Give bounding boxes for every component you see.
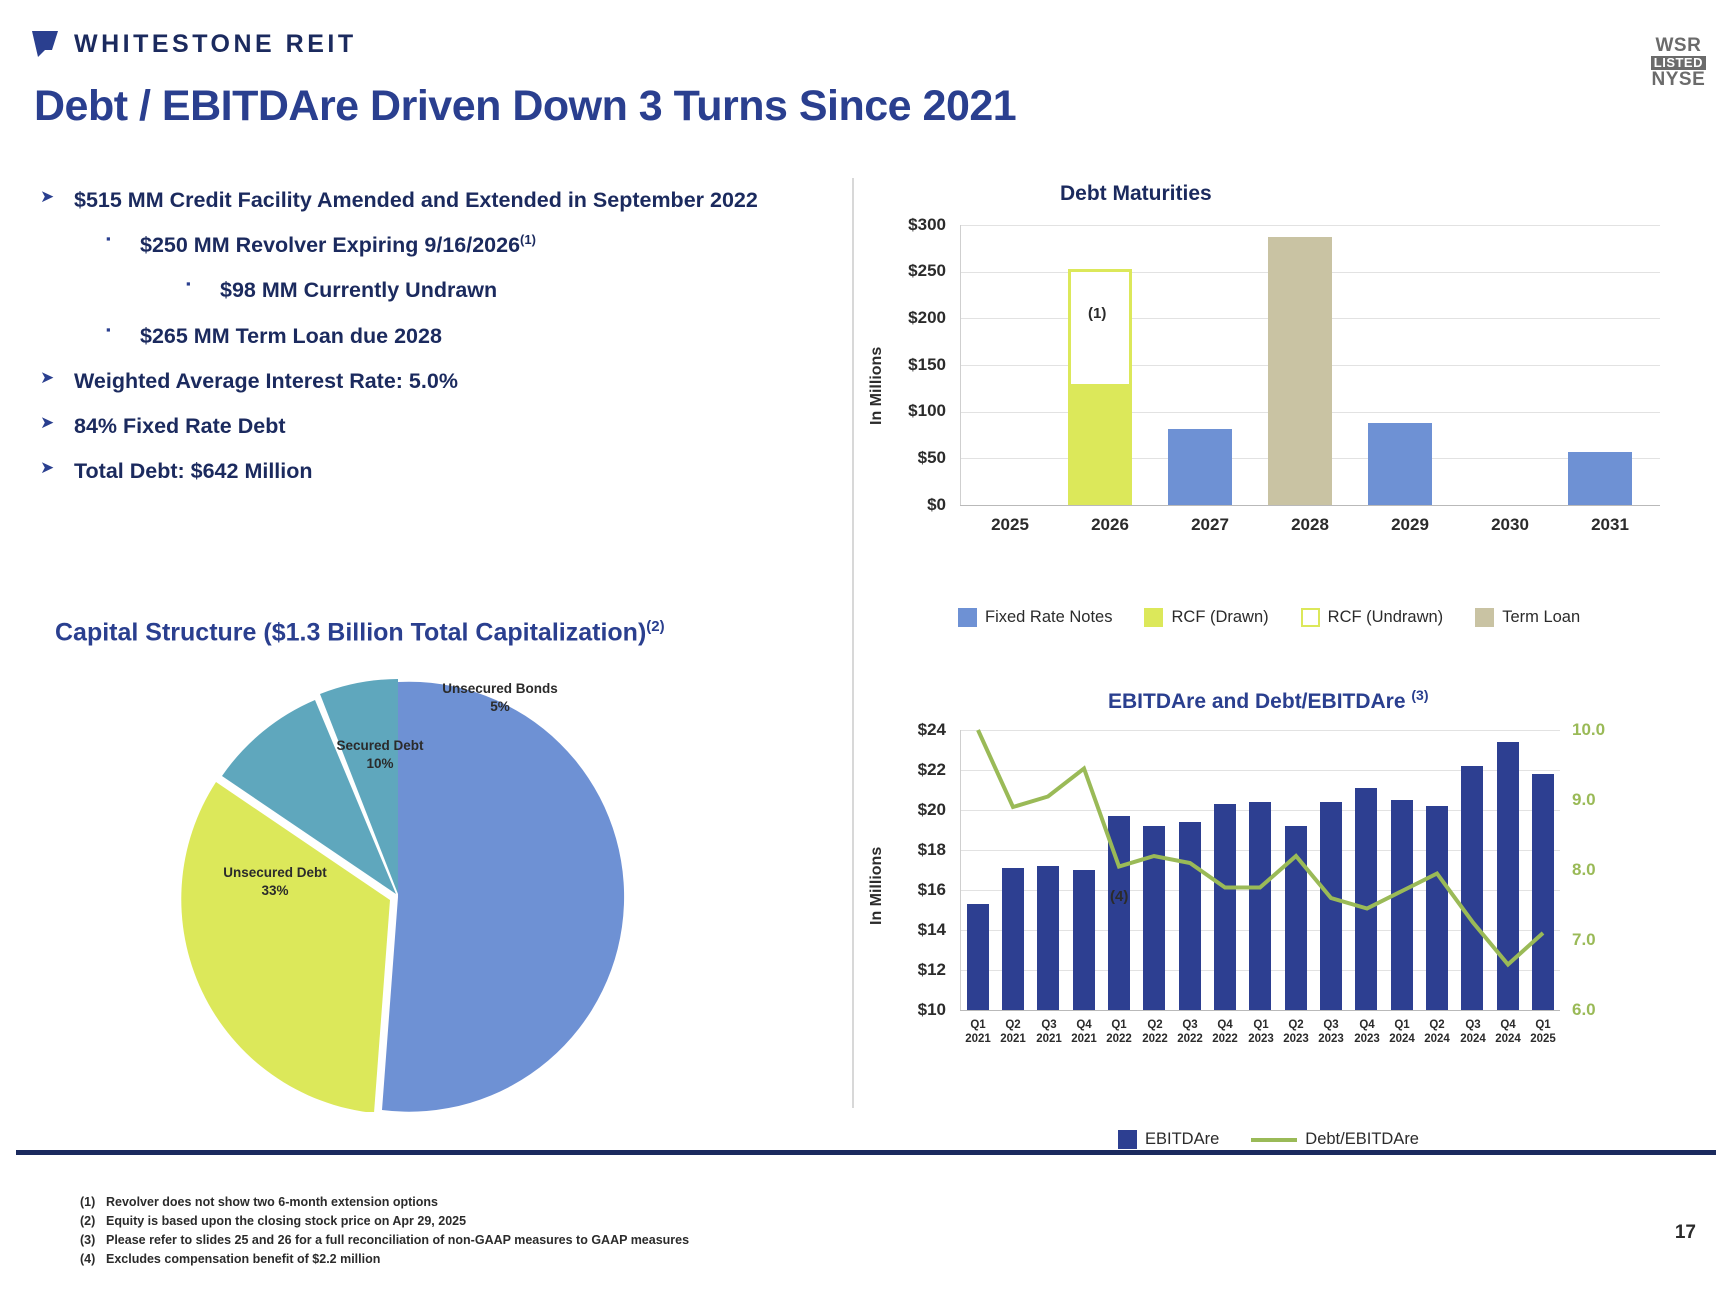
capital-structure-pie-chart	[150, 672, 666, 1112]
bullet-footnote-ref: (1)	[520, 232, 536, 248]
legend-item[interactable]	[958, 608, 1112, 627]
footnote-text: Excludes compensation benefit of $2.2 million	[106, 1252, 381, 1266]
pie-label-unsecured-bonds: Unsecured Bonds 5%	[442, 681, 558, 714]
bar-fixed-rate-2029	[1368, 423, 1432, 505]
y-tick: $18	[917, 840, 946, 859]
x-axis-line	[960, 505, 1660, 506]
legend-swatch-fixed-rate-notes	[958, 608, 977, 627]
bar-fixed-rate-2027	[1168, 429, 1232, 505]
x-tick: Q1 2023	[1248, 1019, 1274, 1046]
ebitdare-debt-chart	[860, 720, 1660, 1046]
bullet-item	[40, 366, 820, 397]
brand-logo	[30, 28, 357, 60]
footnote-number: (2)	[80, 1214, 96, 1228]
bar-rcf-undrawn-2026	[1068, 269, 1132, 387]
bar-term-loan-2028	[1268, 237, 1332, 505]
bullet-text: $250 MM Revolver Expiring 9/16/2026$^{(1)}$	[140, 232, 536, 258]
legend-label: EBITDAre	[1145, 1130, 1220, 1148]
x-tick: Q2 2024	[1424, 1019, 1450, 1046]
footnote	[80, 1195, 689, 1209]
y-tick: $100	[908, 401, 946, 420]
x-tick: Q2 2023	[1283, 1019, 1309, 1046]
y-tick: $22	[917, 760, 946, 779]
y-axis-line	[960, 225, 961, 505]
legend-item[interactable]	[1144, 608, 1268, 627]
vertical-divider	[852, 178, 854, 1108]
y-tick: $0	[927, 495, 946, 514]
bullet-marker-arrow-icon: ➤	[40, 412, 55, 432]
badge-ticker: WSR	[1655, 35, 1702, 56]
x-tick: Q3 2022	[1177, 1019, 1203, 1046]
x-tick: 2028	[1291, 515, 1329, 534]
legend-swatch-ebitdare	[1118, 1130, 1137, 1149]
bullet-text: Total Debt: $642 Million	[74, 459, 313, 484]
x-tick: 2025	[991, 515, 1029, 534]
legend-swatch-term-loan	[1475, 608, 1494, 627]
y-tick: $12	[917, 960, 946, 979]
y2-tick: 8.0	[1572, 860, 1596, 879]
bullet-marker-square-icon: ▪	[186, 276, 191, 292]
x-tick: Q3 2024	[1460, 1019, 1486, 1046]
y-axis-label: In Millions	[868, 846, 885, 925]
x-tick: 2031	[1591, 515, 1629, 534]
x-tick: 2026	[1091, 515, 1129, 534]
bar-rcf-drawn-2026	[1068, 386, 1132, 505]
y-tick: $20	[917, 800, 946, 819]
bullet-item	[40, 456, 820, 487]
capital-structure-title: Capital Structure ($1.3 Billion Total Capitalization)$^{(2)}$	[55, 618, 665, 647]
bullet-list	[40, 185, 820, 501]
bullet-marker-arrow-icon: ➤	[40, 458, 55, 478]
x-tick: Q1 2025	[1530, 1019, 1556, 1046]
pie-label-unsecured-debt: Unsecured Debt 33%	[223, 865, 327, 898]
footnote-text: Please refer to slides 25 and 26 for a full reconciliation of non-GAAP measures to GAAP measures	[106, 1233, 690, 1247]
y-tick: $150	[908, 355, 946, 374]
x-tick: Q3 2021	[1036, 1019, 1062, 1046]
chart-annotation-1: (1)	[1088, 305, 1107, 322]
y-tick: $300	[908, 215, 946, 234]
footnote-number: (1)	[80, 1195, 96, 1209]
bullet-marker-square-icon: ▪	[106, 321, 111, 337]
debt-maturities-legend	[958, 608, 1602, 627]
footer-divider	[16, 1150, 1716, 1155]
x-tick: Q4 2021	[1071, 1019, 1097, 1046]
bullet-text: $98 MM Currently Undrawn	[220, 278, 498, 303]
pie-label-equity: Equity 52%	[624, 851, 666, 884]
chart-annotation-4: (4)	[1110, 888, 1129, 905]
x-tick: 2030	[1491, 515, 1529, 534]
x-tick: Q4 2024	[1495, 1019, 1521, 1046]
x-tick: Q4 2023	[1354, 1019, 1380, 1046]
legend-item[interactable]	[1475, 608, 1580, 627]
legend-swatch-debt-to-ebitdare	[1251, 1138, 1297, 1142]
gridline	[960, 225, 1660, 226]
debt-maturities-chart	[860, 215, 1660, 545]
bullet-item	[40, 411, 820, 442]
ebitdare-legend	[1118, 1130, 1441, 1149]
footnote	[80, 1252, 689, 1266]
bullet-item	[186, 275, 820, 306]
y-axis-label: In Millions	[868, 346, 885, 425]
brand-name: WHITESTONE REIT	[74, 29, 357, 58]
page-number: 17	[1674, 1222, 1696, 1243]
y-tick: $200	[908, 308, 946, 327]
y-tick: $50	[917, 448, 946, 467]
y-tick: $10	[917, 1000, 946, 1019]
x-tick: 2027	[1191, 515, 1229, 534]
bullet-text: Weighted Average Interest Rate: 5.0%	[74, 368, 458, 393]
footnote-number: (3)	[80, 1233, 96, 1247]
nyse-listing-badge	[1651, 36, 1706, 90]
debt-maturities-title: Debt Maturities	[1060, 182, 1212, 205]
footnote-text: Revolver does not show two 6-month extension options	[106, 1195, 438, 1209]
bullet-item	[106, 321, 820, 352]
y-tick: $250	[908, 261, 946, 280]
bullet-item	[106, 230, 820, 261]
badge-exchange: NYSE	[1651, 68, 1706, 90]
x-tick: Q3 2023	[1318, 1019, 1344, 1046]
y2-tick: 6.0	[1572, 1000, 1596, 1019]
legend-label: Fixed Rate Notes	[985, 608, 1113, 626]
y-tick: $16	[917, 880, 946, 899]
x-tick: Q1 2024	[1389, 1019, 1415, 1046]
legend-item[interactable]	[1301, 608, 1444, 627]
legend-label: Term Loan	[1502, 608, 1581, 626]
ebitdare-title-footnote-ref: (3)	[1411, 687, 1429, 703]
bullet-marker-arrow-icon: ➤	[40, 187, 55, 206]
bullet-text: 84% Fixed Rate Debt	[74, 413, 286, 438]
footnote-list	[80, 1195, 689, 1271]
ebitdare-chart-title: EBITDAre and Debt/EBITDAre $^{(3)}$	[1108, 687, 1429, 713]
bullet-marker-arrow-icon: ➤	[40, 367, 55, 387]
legend-swatch-rcf-undrawn	[1301, 608, 1320, 627]
badge-listed: LISTED	[1651, 56, 1706, 70]
whitestone-logo-icon	[30, 28, 60, 60]
x-tick: 2029	[1391, 515, 1429, 534]
x-tick: Q4 2022	[1212, 1019, 1238, 1046]
legend-label: RCF (Undrawn)	[1327, 608, 1444, 626]
page-title: Debt / EBITDAre Driven Down 3 Turns Since 2021	[34, 82, 1017, 130]
y2-tick: 10.0	[1572, 720, 1606, 739]
legend-label: RCF (Drawn)	[1171, 608, 1269, 626]
pie-label-secured-debt: Secured Debt 10%	[336, 738, 424, 771]
bullet-item	[40, 185, 820, 216]
legend-label: Debt/EBITDAre	[1305, 1130, 1419, 1148]
legend-swatch-rcf-drawn	[1144, 608, 1163, 627]
y-tick: $14	[917, 920, 946, 939]
capital-structure-footnote-ref: (2)	[646, 618, 665, 635]
legend-item[interactable]	[1251, 1130, 1419, 1149]
bullet-marker-square-icon: ▪	[106, 231, 111, 247]
y2-tick: 9.0	[1572, 790, 1596, 809]
legend-item[interactable]	[1118, 1130, 1219, 1149]
footnote	[80, 1214, 689, 1228]
bullet-text: $515 MM Credit Facility Amended and Extended in September 2022	[74, 188, 758, 212]
bullet-text: $265 MM Term Loan due 2028	[140, 323, 442, 348]
y2-tick: 7.0	[1572, 930, 1596, 949]
debt-to-ebitdare-line	[860, 720, 1660, 1020]
x-tick: Q1 2022	[1106, 1019, 1132, 1046]
footnote-number: (4)	[80, 1252, 96, 1266]
footnote-text: Equity is based upon the closing stock price on Apr 29, 2025	[106, 1214, 467, 1228]
x-tick: Q1 2021	[965, 1019, 991, 1046]
footnote	[80, 1233, 689, 1247]
y-tick: $24	[917, 720, 946, 739]
bar-fixed-rate-2031	[1568, 452, 1632, 505]
x-tick: Q2 2022	[1142, 1019, 1168, 1046]
x-tick: Q2 2021	[1000, 1019, 1026, 1046]
